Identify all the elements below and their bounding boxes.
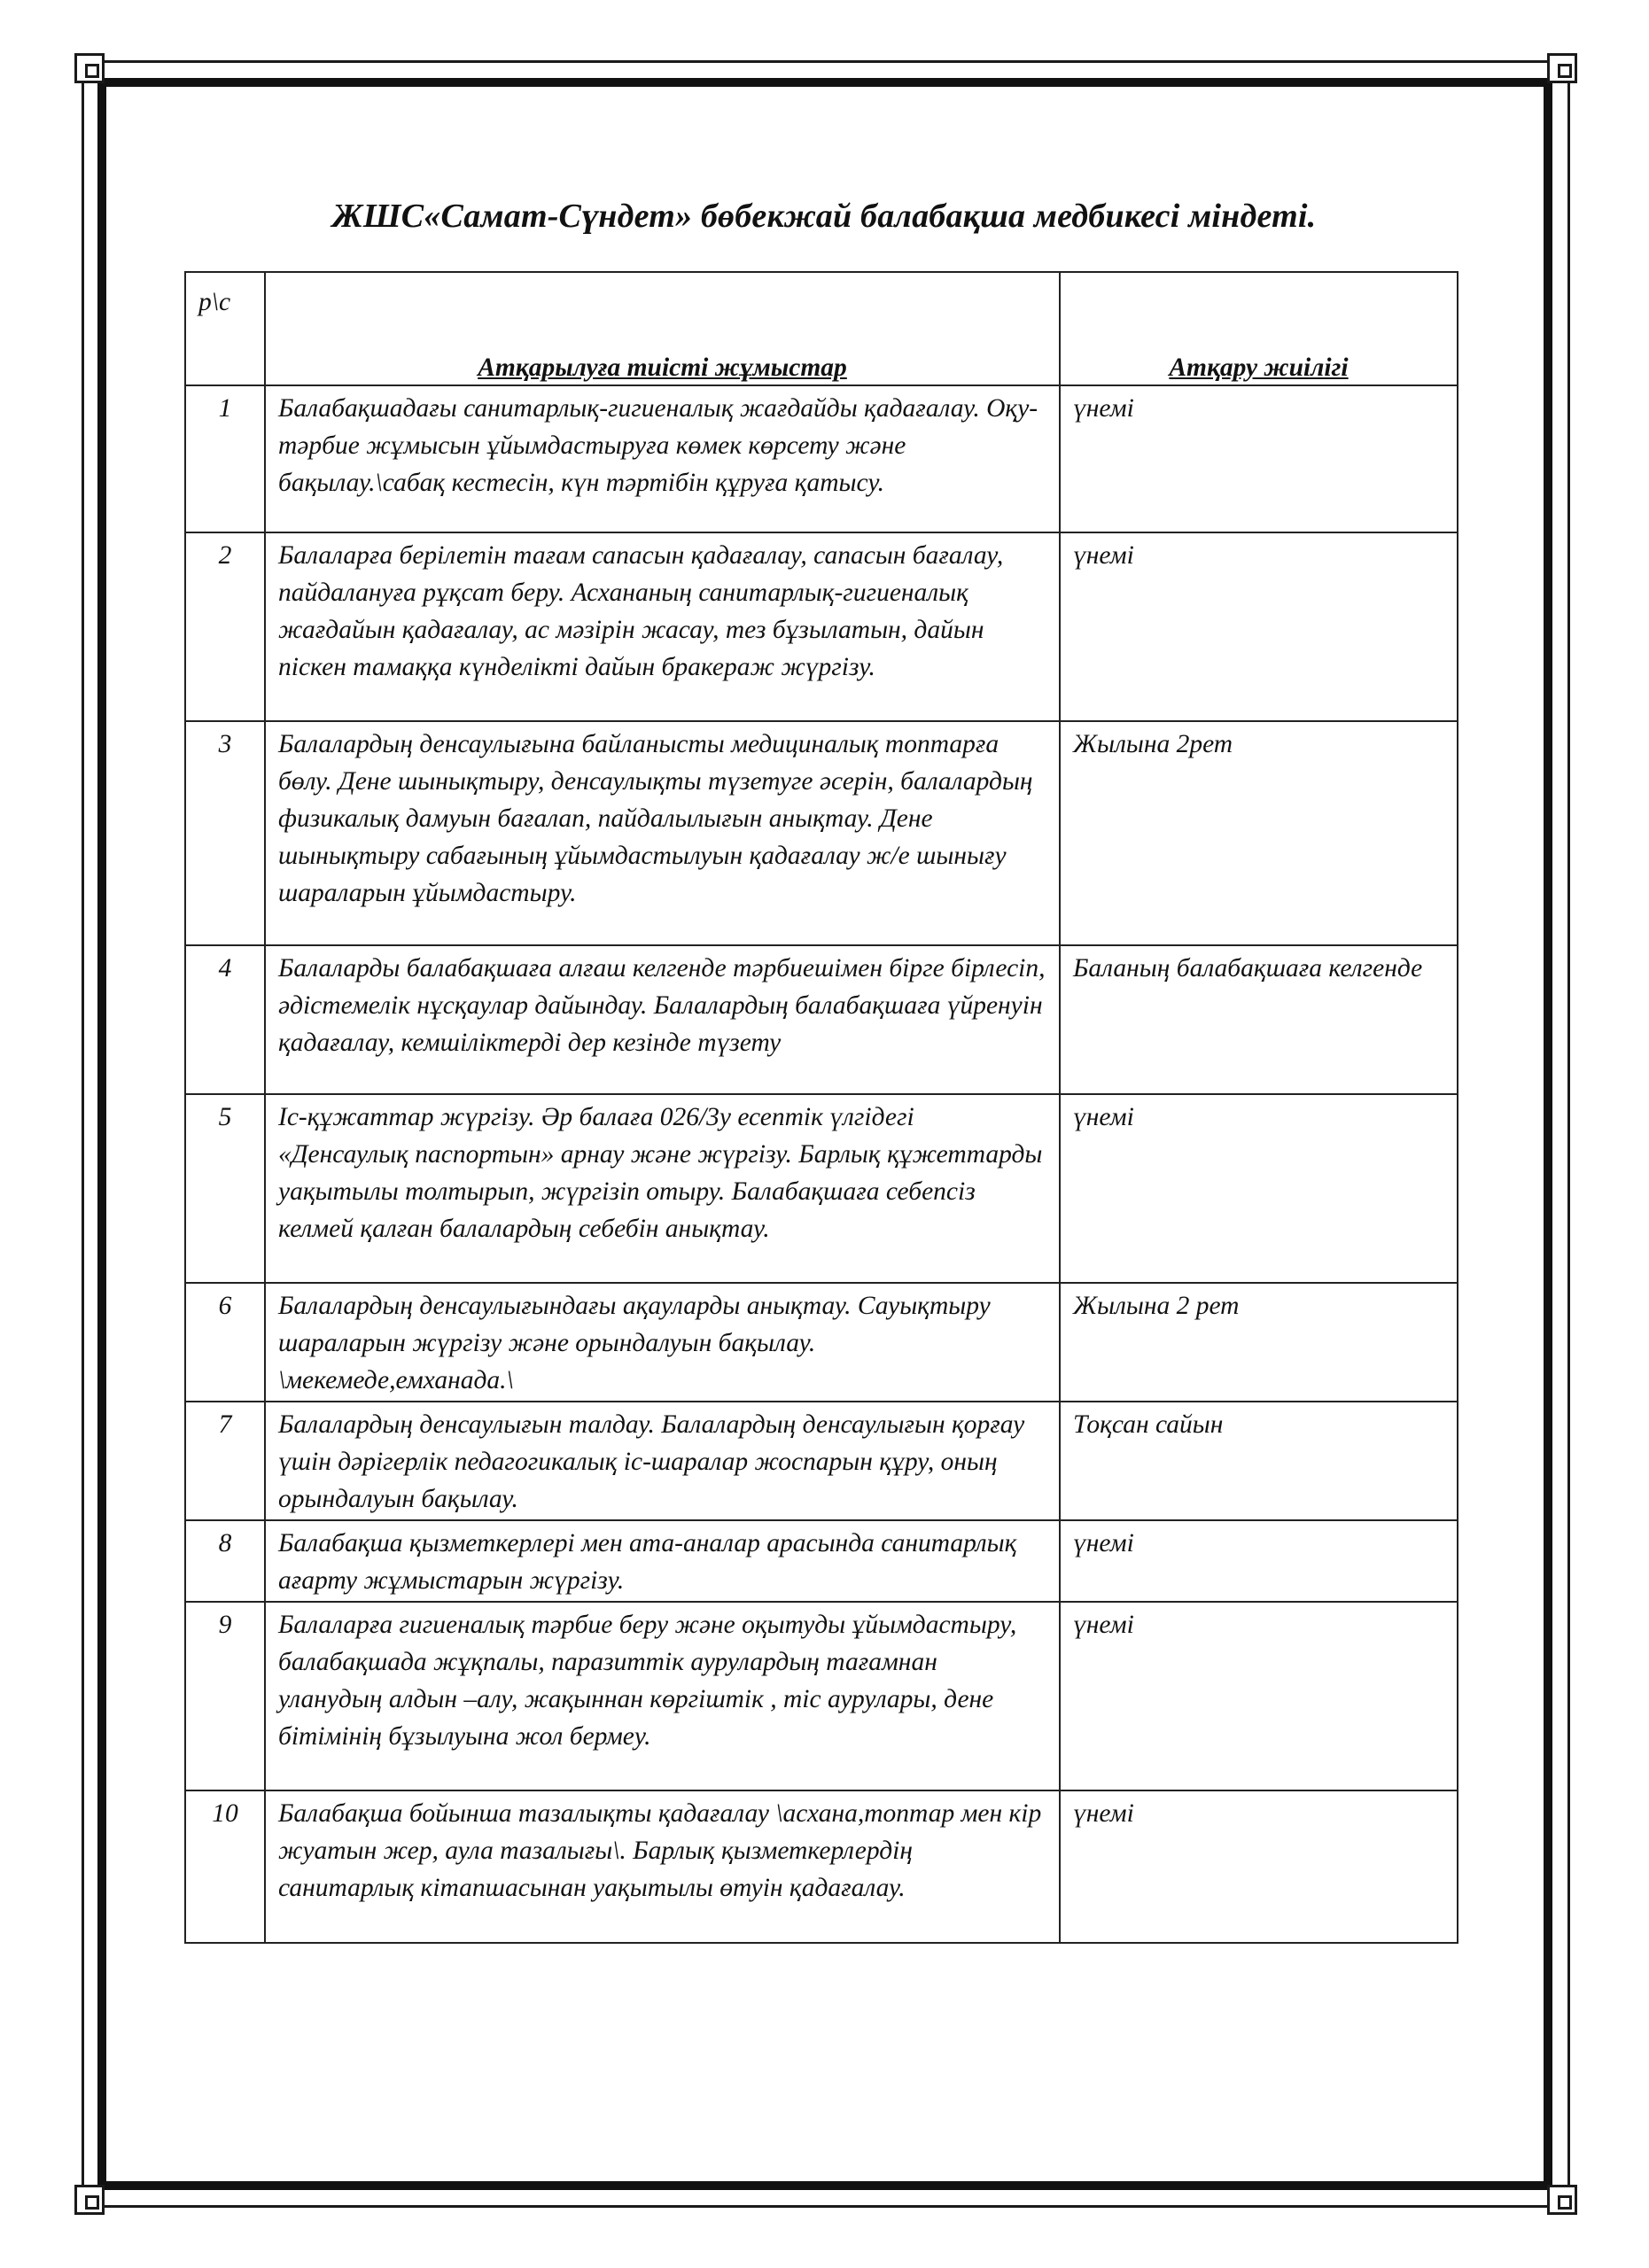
row-frequency: үнемі [1060, 1790, 1458, 1943]
row-task: Балаларға берілетін тағам сапасын қадағалау, сапасын бағалау, пайдалануға рұқсат беру. Асхананың санитарлық-гигиеналық жағдайын қадағалау, ас мәзірін жасау, тез бұзылатын, дайын піскен тамаққа күнделікті дайын бракераж жүргізу. [265, 532, 1060, 721]
row-task: Іс-құжаттар жүргізу. Әр балаға 026/3у есептік үлгідегі «Денсаулық паспортын» арнау және жүргізу. Барлық құжеттарды уақытылы толтырып, жүргізіп отыру. Балабақшаға себепсіз келмей қалған балалардың себебін анықтау. [265, 1094, 1060, 1283]
row-task: Балаларды балабақшаға алғаш келгенде тәрбиешімен бірге бірлесіп, әдістемелік нұсқаулар дайындау. Балалардың балабақшаға үйренуін қадағалау, кемшіліктерді дер кезінде түзету [265, 945, 1060, 1094]
row-task: Балабақша қызметкерлері мен ата-аналар арасында санитарлық ағарту жұмыстарын жүргізу. [265, 1520, 1060, 1602]
row-frequency: Жылына 2 рет [1060, 1283, 1458, 1402]
row-frequency: үнемі [1060, 385, 1458, 532]
table-row [185, 1402, 1458, 1520]
row-number: 1 [185, 385, 265, 532]
document-title: ЖШС«Самат-Сүндет» бөбекжай балабақша медбикесі міндеті. [331, 198, 1317, 235]
table-row [185, 945, 1458, 1094]
row-frequency: Тоқсан сайын [1060, 1402, 1458, 1520]
header-task-cell [265, 272, 1060, 385]
header-number: р\с [185, 272, 265, 385]
row-task: Балалардың денсаулығына байланысты медициналық топтарға бөлу. Дене шынықтыру, денсаулықты түзетуге әсерін, балалардың физикалық дамуын бағалап, пайдалылығын анықтау. Дене шынықтыру сабағының ұйымдастылуын қадағалау ж/е шынығу шараларын ұйымдастыру. [265, 721, 1060, 945]
row-frequency: үнемі [1060, 1520, 1458, 1602]
table-row [185, 532, 1458, 721]
row-number: 3 [185, 721, 265, 945]
table-row [185, 1520, 1458, 1602]
row-frequency: Жылына 2рет [1060, 721, 1458, 945]
row-task: Балаларға гигиеналық тәрбие беру және оқытуды ұйымдастыру, балабақшада жұқпалы, паразиттік аурулардың тағамнан уланудың алдын –алу, жақыннан көргіштік , тіс аурулары, дене бітімінің бұзылуына жол бермеу. [265, 1602, 1060, 1790]
row-frequency: үнемі [1060, 1602, 1458, 1790]
row-frequency: үнемі [1060, 532, 1458, 721]
table-row [185, 1602, 1458, 1790]
table-row [185, 1283, 1458, 1402]
frame-corner-ornament [74, 53, 105, 83]
row-number: 5 [185, 1094, 265, 1283]
frame-corner-ornament [1547, 53, 1577, 83]
row-task: Балабақша бойынша тазалықты қадағалау \асхана,топтар мен кір жуатын жер, аула тазалығы\. Барлық қызметкерлердің санитарлық кітапшасынан уақытылы өтуін қадағалау. [265, 1790, 1060, 1943]
row-number: 4 [185, 945, 265, 1094]
row-number: 6 [185, 1283, 265, 1402]
header-task: Атқарылуға тиісті жұмыстар [478, 353, 847, 382]
header-frequency: Атқару жиілігі [1169, 353, 1349, 382]
row-task: Балабақшадағы санитарлық-гигиеналық жағдайды қадағалау. Оқу-тәрбие жұмысын ұйымдастыруға көмек көрсету және бақылау.\сабақ кестесін, күн тәртібін құруға қатысу. [265, 385, 1060, 532]
row-number: 10 [185, 1790, 265, 1943]
row-frequency: үнемі [1060, 1094, 1458, 1283]
frame-corner-ornament [1547, 2185, 1577, 2215]
row-frequency: Баланың балабақшаға келгенде [1060, 945, 1458, 1094]
row-number: 7 [185, 1402, 265, 1520]
row-task: Балалардың денсаулығын талдау. Балалардың денсаулығын қорғау үшін дәрігерлік педагогикалық іс-шаралар жоспарын құру, оның орындалуын бақылау. [265, 1402, 1060, 1520]
table-row [185, 385, 1458, 532]
table-header-row [185, 272, 1458, 385]
row-number: 9 [185, 1602, 265, 1790]
row-number: 8 [185, 1520, 265, 1602]
row-number: 2 [185, 532, 265, 721]
table-row [185, 721, 1458, 945]
duties-table [184, 271, 1458, 1944]
row-task: Балалардың денсаулығындағы ақауларды анықтау. Сауықтыру шараларын жүргізу және орындалуын бақылау. \мекемеде,емханада.\ [265, 1283, 1060, 1402]
frame-corner-ornament [74, 2185, 105, 2215]
table-row [185, 1094, 1458, 1283]
table-row [185, 1790, 1458, 1943]
header-frequency-cell [1060, 272, 1458, 385]
